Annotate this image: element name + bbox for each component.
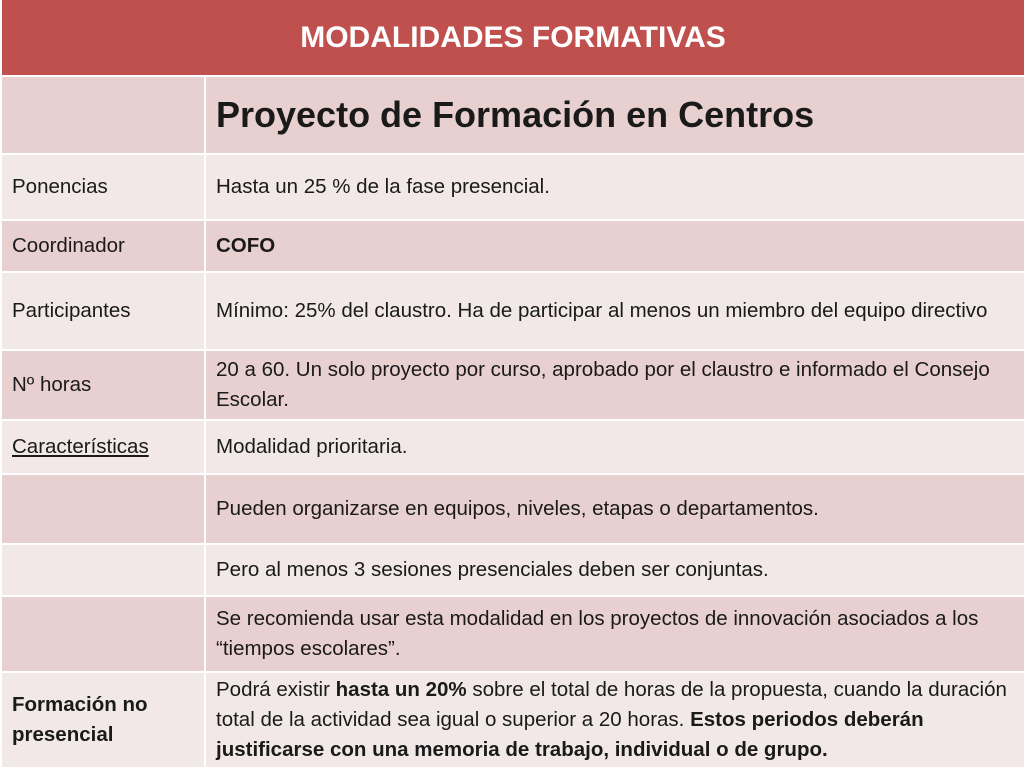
table-header-row	[1, 0, 1024, 76]
row-label	[1, 596, 205, 672]
row-value: Modalidad prioritaria.	[205, 420, 1024, 474]
value-text: Podrá existir	[216, 678, 336, 701]
caracteristicas-link[interactable]: Características	[12, 435, 149, 458]
row-value: 20 a 60. Un solo proyecto por curso, aprobado por el claustro e informado el Consejo Escolar.	[205, 350, 1024, 420]
row-value: Se recomienda usar esta modalidad en los proyectos de innovación asociados a los “tiempos escolares”.	[205, 596, 1024, 672]
subheader-empty-cell	[1, 76, 205, 154]
row-label	[1, 544, 205, 596]
row-label	[1, 474, 205, 544]
table-subheader-row	[1, 76, 1024, 154]
row-value: Pero al menos 3 sesiones presenciales deben ser conjuntas.	[205, 544, 1024, 596]
subheader-title: Proyecto de Formación en Centros	[205, 76, 1024, 154]
row-label: Participantes	[1, 272, 205, 350]
row-innovacion	[1, 596, 1024, 672]
row-label: Coordinador	[1, 220, 205, 272]
value-bold-text: Estos periodos deberán justificarse con una memoria de trabajo, individual o de grupo.	[216, 708, 924, 761]
table-title: MODALIDADES FORMATIVAS	[1, 0, 1024, 76]
row-participantes	[1, 272, 1024, 350]
row-value: Mínimo: 25% del claustro. Ha de participar al menos un miembro del equipo directivo	[205, 272, 1024, 350]
value-bold-text: hasta un 20%	[335, 678, 467, 701]
row-caracteristicas	[1, 420, 1024, 474]
value-text: sobre el total de horas de la propuesta, cuando la duración total de la actividad sea igual o superior a 20 horas.	[216, 678, 1007, 731]
row-label: Formación no presencial	[1, 672, 205, 768]
row-value: Pueden organizarse en equipos, niveles, etapas o departamentos.	[205, 474, 1024, 544]
row-value	[205, 672, 1024, 768]
row-equipos	[1, 474, 1024, 544]
row-label	[1, 420, 205, 474]
row-label: Nº horas	[1, 350, 205, 420]
row-label: Ponencias	[1, 154, 205, 220]
row-ponencias	[1, 154, 1024, 220]
row-value: Hasta un 25 % de la fase presencial.	[205, 154, 1024, 220]
row-sesiones	[1, 544, 1024, 596]
row-value: COFO	[205, 220, 1024, 272]
row-horas	[1, 350, 1024, 420]
row-coordinador	[1, 220, 1024, 272]
row-no-presencial	[1, 672, 1024, 768]
